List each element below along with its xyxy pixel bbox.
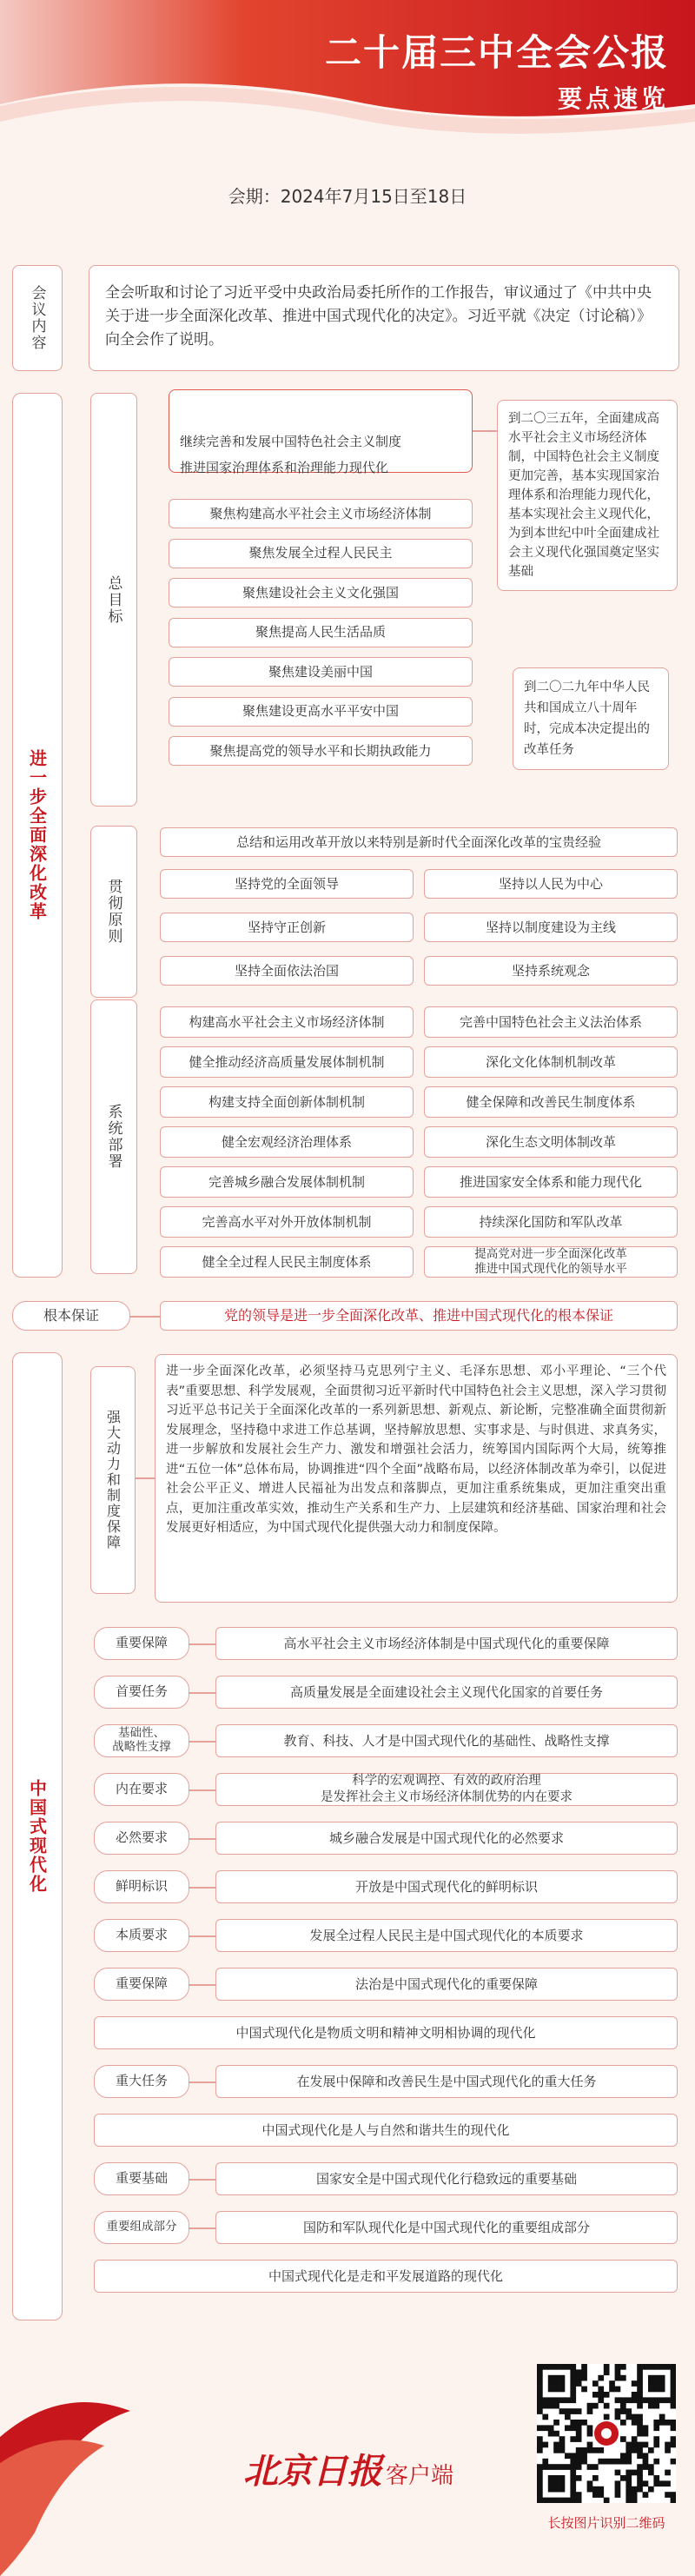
page-subtitle: 要点速览 xyxy=(557,84,669,113)
deployment-item: 提高党对进一步全面深化改革 推进中国式现代化的领导水平 xyxy=(424,1246,678,1278)
modernization-tag: 内在要求 xyxy=(94,1773,189,1806)
footer-ribbon xyxy=(0,2333,226,2576)
driving-label: 强大动力和制度保障 xyxy=(90,1366,136,1594)
meeting-date: 会期：2024年7月15日至18日 xyxy=(228,186,467,207)
modernization-tag: 重要保障 xyxy=(94,1968,189,2001)
modernization-tag: 重大任务 xyxy=(94,2065,189,2098)
principle-item: 坚持党的全面领导 xyxy=(160,869,414,899)
deployment-item: 健全推动经济高质量发展体制机制 xyxy=(160,1046,414,1078)
modernization-statement: 中国式现代化是物质文明和精神文明相协调的现代化 xyxy=(94,2016,678,2049)
goal-item: 聚焦提高党的领导水平和长期执政能力 xyxy=(169,736,473,766)
modernization-connector xyxy=(189,1692,215,1694)
goal-item: 聚焦建设社会主义文化强国 xyxy=(169,578,473,607)
deployment-item: 构建支持全面创新体制机制 xyxy=(160,1086,414,1118)
modernization-side-panel: 中国式现代化 xyxy=(12,1352,63,2320)
modernization-statement: 发展全过程人民民主是中国式现代化的本质要求 xyxy=(215,1919,678,1952)
driving-text: 进一步全面深化改革，必须坚持马克思列宁主义、毛泽东思想、邓小平理论、“三个代表”重要思想、科学发展观，全面贯彻习近平新时代中国特色社会主义思想，深入学习贯彻习近平总书记关于全面深化改革的一系列新思想、新观点、新论断，完整准确全面贯彻新发展理念，坚持稳中求进工作总基调，坚持解放思想、实事求是、与时俱进、求真务实，进一步解放和发展社会生产力、激发和增强社会活力，统筹国内国际两个大局，统筹推进“五位一体”总体布局，协调推进“四个全面”战略布局，以经济体制改革为牵引，以促进社会公平正义、增进人民福祉为出发点和落脚点，更加注重系统集成，更加注重突出重点，更加注重改革实效，推动生产关系和生产力、上层建筑和经济基础、国家治理和社会发展更好相适应，为中国式现代化提供强大动力和制度保障。 xyxy=(155,1354,678,1603)
modernization-statement: 国防和军队现代化是中国式现代化的重要组成部分 xyxy=(215,2211,678,2244)
deployment-item: 持续深化国防和军队改革 xyxy=(424,1206,678,1238)
principle-item: 坚持系统观念 xyxy=(424,956,678,986)
modernization-tag: 鲜明标识 xyxy=(94,1870,189,1903)
modernization-connector xyxy=(189,1984,215,1986)
goal-item: 聚焦发展全过程人民民主 xyxy=(169,539,473,568)
deployment-item: 完善城乡融合发展体制机制 xyxy=(160,1166,414,1198)
meeting-text: 全会听取和讨论了习近平受中央政治局委托所作的工作报告，审议通过了《中共中央关于进一步全面深化改革、推进中国式现代化的决定》。习近平就《决定（讨论稿）》向全会作了说明。 xyxy=(89,265,679,371)
modernization-statement: 法治是中国式现代化的重要保障 xyxy=(215,1968,678,2001)
modernization-connector xyxy=(189,1838,215,1840)
modernization-tag: 基础性、 战略性支撑 xyxy=(94,1724,189,1757)
deployment-item: 推进国家安全体系和能力现代化 xyxy=(424,1166,678,1198)
meeting-label: 会议内容 xyxy=(12,265,63,371)
deployment-item: 深化文化体制机制改革 xyxy=(424,1046,678,1078)
modernization-connector xyxy=(189,1789,215,1791)
header-banner xyxy=(0,0,695,139)
page-title: 二十届三中全会公报 xyxy=(324,31,669,74)
modernization-connector xyxy=(189,1935,215,1937)
deployment-item: 健全宏观经济治理体系 xyxy=(160,1126,414,1158)
modernization-connector xyxy=(189,1643,215,1645)
modernization-statement: 城乡融合发展是中国式现代化的必然要求 xyxy=(215,1822,678,1855)
qr-code xyxy=(537,2364,676,2503)
goal-2035-note: 到二〇三五年，全面建成高水平社会主义市场经济体制，中国特色社会主义制度更加完善，基本实现国家治理体系和治理能力现代化，基本实现社会主义现代化，为到本世纪中叶全面建成社会主义现代化强国奠定坚实基础 xyxy=(497,400,678,591)
driving-connector xyxy=(136,1477,155,1479)
goal-label: 总目标 xyxy=(90,393,137,807)
modernization-connector xyxy=(189,1741,215,1743)
goal-item: 聚焦构建高水平社会主义市场经济体制 xyxy=(169,499,473,528)
deployment-item: 健全保障和改善民生制度体系 xyxy=(424,1086,678,1118)
principles-top: 总结和运用改革开放以来特别是新时代全面深化改革的宝贵经验 xyxy=(160,827,678,857)
principle-item: 坚持守正创新 xyxy=(160,913,414,942)
fundamental-connector xyxy=(130,1316,160,1318)
goal-item: 聚焦建设更高水平平安中国 xyxy=(169,697,473,727)
modernization-statement: 教育、科技、人才是中国式现代化的基础性、战略性支撑 xyxy=(215,1724,678,1757)
deployment-item: 完善高水平对外开放体制机制 xyxy=(160,1206,414,1238)
modernization-statement: 中国式现代化是走和平发展道路的现代化 xyxy=(94,2260,678,2293)
fundamental-label: 根本保证 xyxy=(12,1301,130,1331)
reform-side-panel: 进一步全面深化改革 xyxy=(12,393,63,1278)
qr-caption: 长按图片识别二维码 xyxy=(547,2515,665,2531)
modernization-statement: 开放是中国式现代化的鲜明标识 xyxy=(215,1870,678,1903)
brand-suffix: 客户端 xyxy=(386,2463,454,2489)
modernization-tag: 本质要求 xyxy=(94,1919,189,1952)
deployment-item: 健全全过程人民民主制度体系 xyxy=(160,1246,414,1278)
principle-item: 坚持以人民为中心 xyxy=(424,869,678,899)
modernization-connector xyxy=(189,2227,215,2229)
footer-brand xyxy=(243,2444,453,2493)
deployment-item: 深化生态文明体制改革 xyxy=(424,1126,678,1158)
modernization-statement: 高质量发展是全面建设社会主义现代化国家的首要任务 xyxy=(215,1676,678,1709)
modernization-connector xyxy=(189,2179,215,2181)
modernization-statement: 国家安全是中国式现代化行稳致远的重要基础 xyxy=(215,2162,678,2195)
modernization-statement: 科学的宏观调控、有效的政府治理 是发挥社会主义市场经济体制优势的内在要求 xyxy=(215,1773,678,1806)
modernization-tag: 必然要求 xyxy=(94,1822,189,1855)
modernization-tag: 重要保障 xyxy=(94,1627,189,1660)
brand-logo: 北京日报 xyxy=(243,2451,382,2492)
modernization-statement: 高水平社会主义市场经济体制是中国式现代化的重要保障 xyxy=(215,1627,678,1660)
goal-item: 聚焦提高人民生活品质 xyxy=(169,618,473,647)
principle-item: 坚持以制度建设为主线 xyxy=(424,913,678,942)
goal-connector xyxy=(473,430,497,432)
modernization-connector xyxy=(189,1887,215,1889)
modernization-statement: 在发展中保障和改善民生是中国式现代化的重大任务 xyxy=(215,2065,678,2098)
modernization-tag: 首要任务 xyxy=(94,1676,189,1709)
modernization-tag: 重要组成部分 xyxy=(94,2211,189,2244)
deployment-item: 构建高水平社会主义市场经济体制 xyxy=(160,1006,414,1038)
modernization-statement: 中国式现代化是人与自然和谐共生的现代化 xyxy=(94,2114,678,2147)
goal-item: 聚焦建设美丽中国 xyxy=(169,657,473,687)
goal-main: 继续完善和发展中国特色社会主义制度 推进国家治理体系和治理能力现代化 xyxy=(169,389,473,473)
qr-code-image xyxy=(537,2364,676,2503)
modernization-tag: 重要基础 xyxy=(94,2162,189,2195)
goal-2029-note: 到二〇二九年中华人民共和国成立八十周年时，完成本决定提出的改革任务 xyxy=(513,667,669,770)
deployment-label: 系统部署 xyxy=(90,999,137,1274)
fundamental-text: 党的领导是进一步全面深化改革、推进中国式现代化的根本保证 xyxy=(160,1301,678,1331)
principle-item: 坚持全面依法治国 xyxy=(160,956,414,986)
deployment-item: 完善中国特色社会主义法治体系 xyxy=(424,1006,678,1038)
principles-label: 贯彻原则 xyxy=(90,826,137,998)
modernization-connector xyxy=(189,2081,215,2083)
